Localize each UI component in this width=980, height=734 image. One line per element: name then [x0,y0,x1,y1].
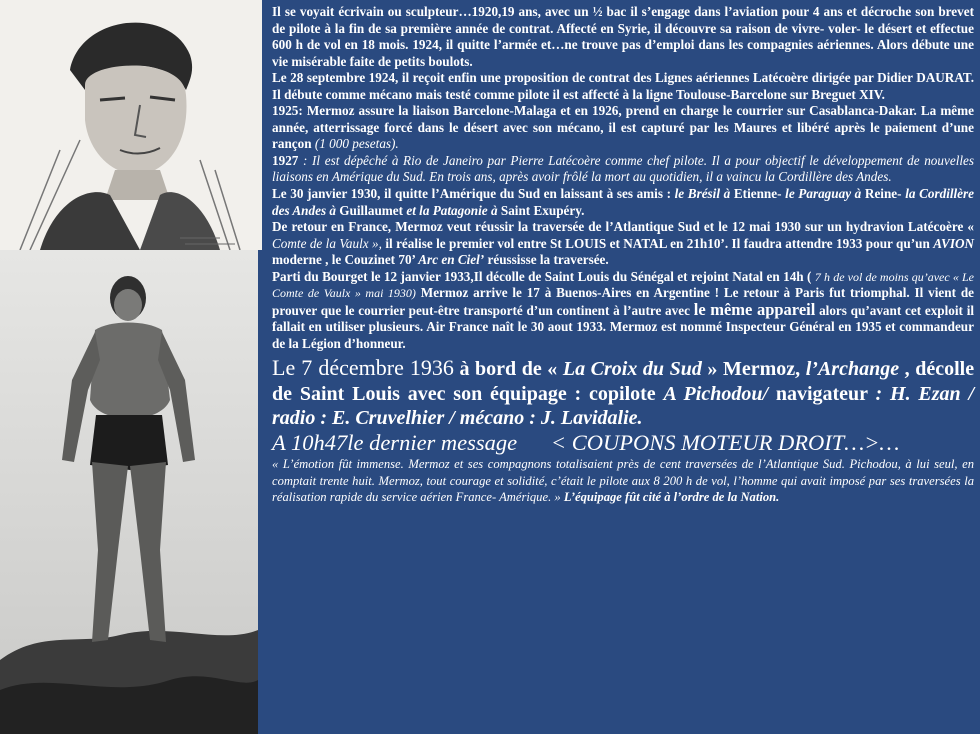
biography-text-panel [272,4,974,506]
paragraph-1933: Parti du Bourget le 12 janvier 1933,Il décolle de Saint Louis du Sénégal et rejoint Natal en 14h ( 7 h de vol de moins qu’avec « Le Comte de Vaulx » mai 1930) Mermoz arrive le 17 à Buenos-Aires en Argentine ! Le retour à Paris fut triomphal. Il vient de prouver que le courrier peut-être transporté d’un continent à l’autre avec le même appareil alors qu’avant cet exploit il fallait en utiliser plusieurs. Air France naît le 30 aout 1933. Mermoz est nommé Inspecteur Général en 1935 et commandeur de la Légion d’honneur. [272,268,975,351]
paragraph-atlantic-crossing: De retour en France, Mermoz veut réussir la traversée de l’Atlantique Sud et le 12 mai 1930 sur un hydravion Latécoère « Comte de la Vaulx », il réalise le premier vol entre St LOUIS et NATAL en 21h10’. Il faudra attendre 1933 pour qu’un AVION moderne , le Couzinet 70’ Arc en Ciel’ réussisse la traversée. [272,219,974,268]
paragraph-1936: Le 7 décembre 1936 à bord de « La Croix du Sud » Mermoz, l’Archange , décolle de Saint Louis avec son équipage : copilote A Pichodou/ navigateur : H. Ezan / radio : E. Cruvelhier / mécano : J. Lavidalie. [272,355,975,429]
paragraph-quote: « L’émotion fût immense. Mermoz et ses compagnons totalisaient près de cent traversées de l’Atlantique Sud. Pichodou, à lui seul, en comptait trente huit. Mermoz, tout courage et solidité, c’était le pilote aux 8 200 h de vol, l’homme qui avait imposé par ses traversées la réalisation rapide du service aérien France- Amérique. » L’équipage fût cité à l’ordre de la Nation. [272,457,974,505]
paragraph-1927: 1927 : Il est dépêché à Rio de Janeiro par Pierre Latécoère comme chef pilote. Il a pour objectif le développement de nouvelles liaisons en Amérique du Sud. En trois ans, après avoir frôlé la mort au quotidien, il a vaincu la Cordillère des Andes. [272,152,975,185]
paragraph-1925: 1925: Mermoz assure la liaison Barcelone-Malaga et en 1926, prend en charge le courrier sur Casablanca-Dakar. La même année, atterrissage forcé dans le désert avec son mécano, il est capturé par les Maures et libéré après le paiement d’une rançon (1 000 pesetas). [272,103,974,152]
paragraph-1930-friends: Le 30 janvier 1930, il quitte l’Amérique du Sud en laissant à ses amis : le Brésil à Etienne- le Paraguay à Reine- la Cordillère des Andes à Guillaumet et la Patagonie à Saint Exupéry. [272,186,975,218]
portrait-sketch-image [0,0,262,250]
last-message-heading: A 10h47le dernier message < COUPONS MOTEUR DROIT…>… [272,430,900,456]
paragraph-latecoere: Le 28 septembre 1924, il reçoit enfin une proposition de contrat des Lignes aériennes Latécoère dirigée par Didier DAURAT. Il débute comme mécano mais testé comme pilote il est affecté à la ligne Toulouse-Barcelone sur Breguet XIV. [272,70,974,102]
paragraph-early-life: Il se voyait écrivain ou sculpteur…1920,19 ans, avec un ½ bac il s’engage dans l’aviation pour 4 ans et décroche son brevet de pilote à la fin de sa première année de contrat. Affecté en Syrie, il découvre sa raison de vivre- voler- le désert et effectue 600 h de vol en 18 mois. 1924, il quitte l’armée et…ne trouve pas d’emploi dans les compagnies aériennes. Alors débute une vie misérable faite de petits boulots. [272,4,974,69]
standing-man-photo [0,250,258,734]
